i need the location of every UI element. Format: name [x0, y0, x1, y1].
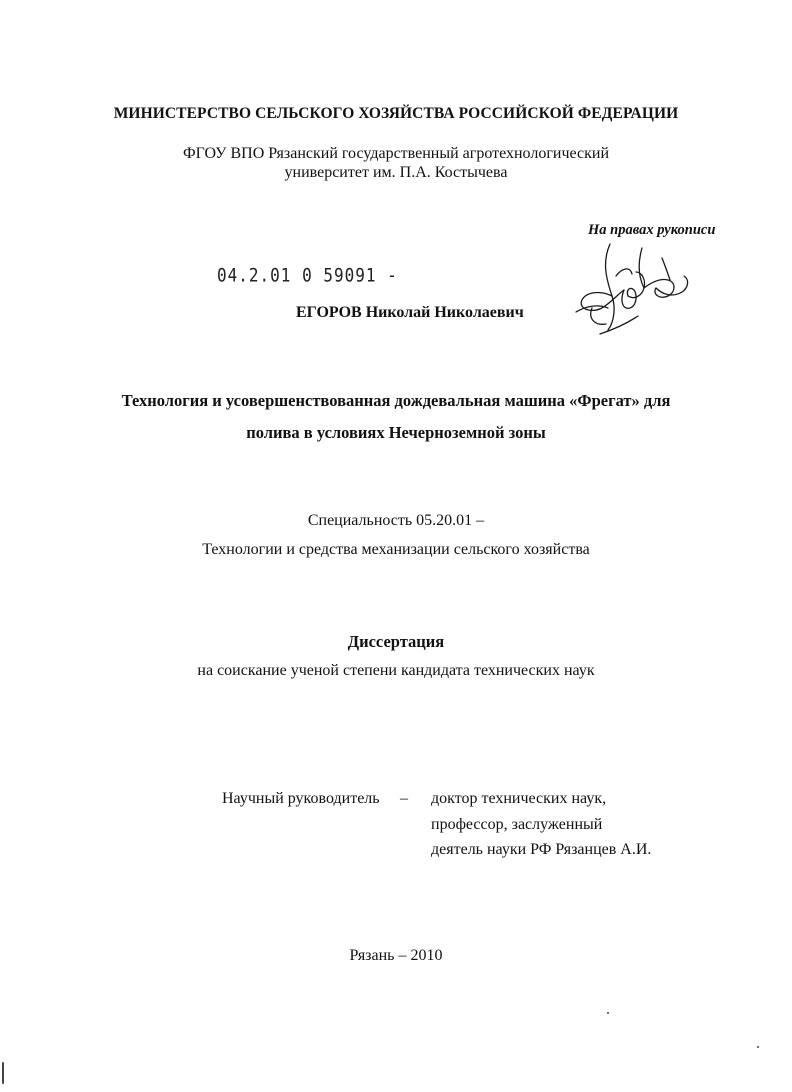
author-name: ЕГОРОВ Николай Николаевич [296, 304, 524, 321]
library-stamp-number: 04.2.01 0 59091 - [217, 264, 398, 287]
specialty-name: Технологии и средства механизации сельского хозяйства [202, 541, 590, 558]
supervisor-role: Научный руководитель [222, 790, 380, 807]
dissertation-label: Диссертация [347, 632, 445, 651]
scan-speck [607, 1012, 609, 1014]
supervisor-line-2: профессор, заслуженный [431, 816, 603, 833]
ministry-heading: МИНИСТЕРСТВО СЕЛЬСКОГО ХОЗЯЙСТВА РОССИЙСКОЙ ФЕДЕРАЦИИ [113, 105, 679, 122]
degree-description: на соискание ученой степени кандидата технических наук [197, 662, 595, 679]
supervisor-dash: – [400, 790, 408, 807]
city-year: Рязань – 2010 [349, 947, 443, 964]
author-signature [572, 238, 694, 342]
university-line-2: университет им. П.А. Костычева [284, 164, 508, 181]
thesis-title-line-1: Технология и усовершенствованная дождевальная машина «Фрегат» для [121, 391, 671, 410]
thesis-title-line-2: полива в условиях Нечерноземной зоны [246, 423, 546, 442]
scan-edge-mark [2, 1062, 4, 1084]
supervisor-line-1: доктор технических наук, [431, 790, 607, 807]
scan-speck [757, 1046, 759, 1048]
manuscript-rights-note: На правах рукописи [588, 222, 716, 238]
supervisor-line-3: деятель науки РФ Рязанцев А.И. [431, 841, 652, 858]
specialty-code: Специальность 05.20.01 – [307, 512, 485, 529]
university-line-1: ФГОУ ВПО Рязанский государственный агротехнологический [182, 145, 609, 162]
